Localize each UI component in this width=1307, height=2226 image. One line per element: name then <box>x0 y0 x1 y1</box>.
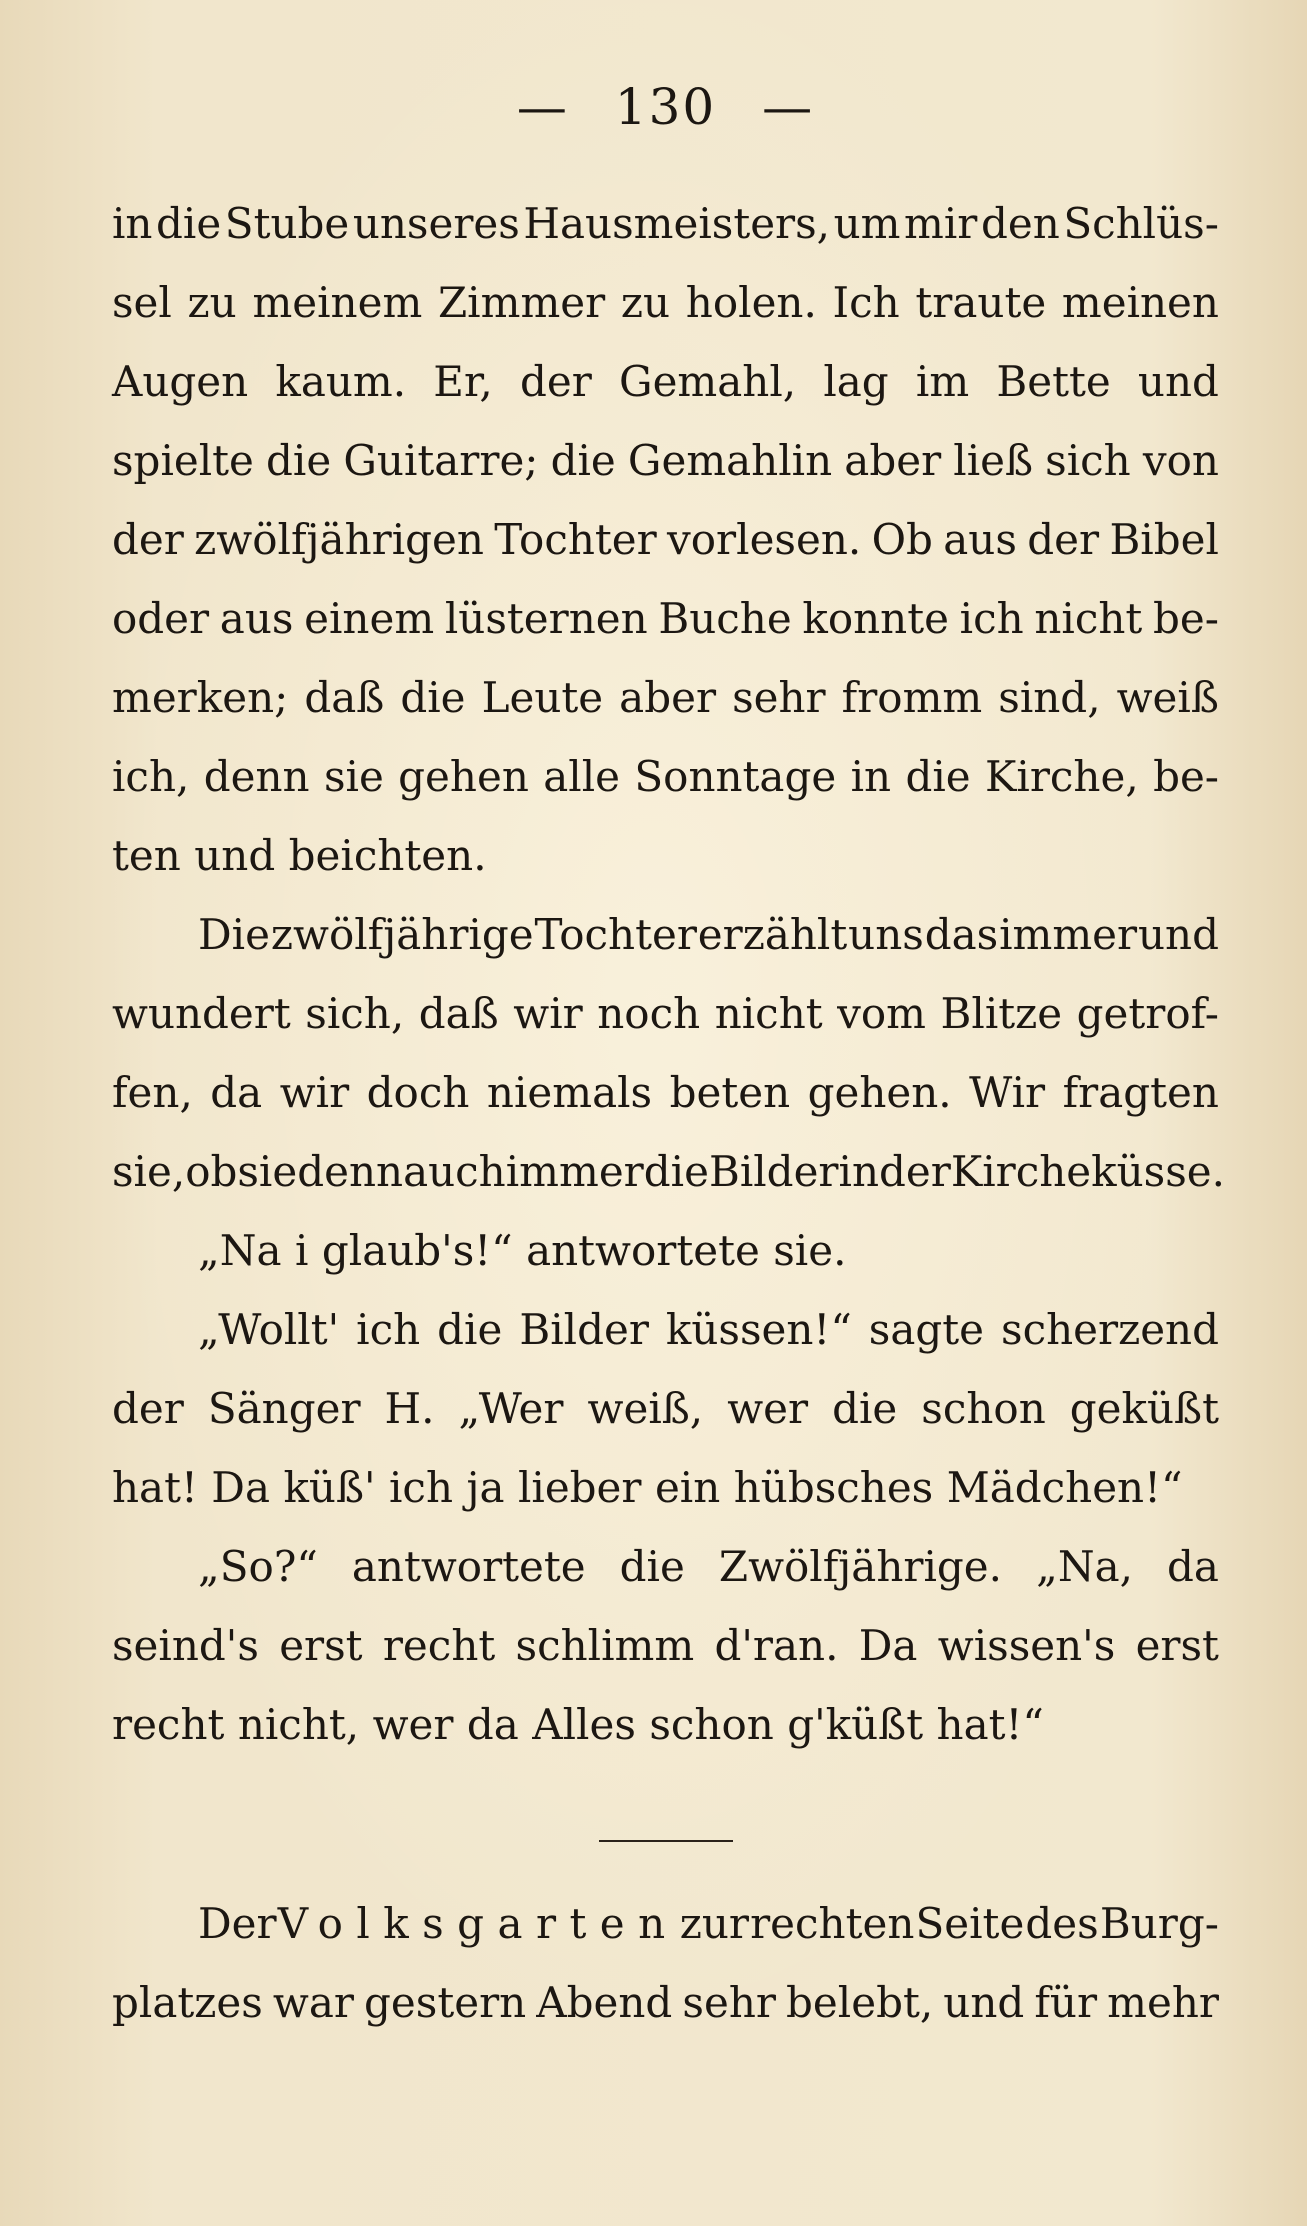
word: Blitze <box>940 989 1063 1038</box>
word: war <box>272 1978 354 2027</box>
word: ließ <box>953 436 1034 485</box>
divider-rule <box>599 1840 733 1842</box>
word: gestern <box>364 1978 527 2027</box>
word: hat! <box>112 1463 198 1512</box>
word: nicht, <box>237 1700 360 1749</box>
word: Bilder <box>708 1147 839 1196</box>
word: doch <box>366 1068 470 1117</box>
text-line <box>112 737 1219 816</box>
word: Guitarre; <box>343 436 539 485</box>
word: Da <box>858 1621 918 1670</box>
word: aber <box>619 673 717 722</box>
word: im <box>915 357 970 406</box>
word: ich <box>959 594 1024 643</box>
word: recht <box>112 1700 225 1749</box>
header-dash-right: — <box>762 78 815 136</box>
word: spielte <box>112 436 254 485</box>
word: Da <box>211 1463 271 1512</box>
word: Schlüs- <box>1063 199 1219 248</box>
word: schon <box>921 1384 1046 1433</box>
word: antwortete <box>351 1542 586 1591</box>
word: „Wer <box>458 1384 564 1433</box>
word: Die <box>198 910 270 959</box>
word: H. <box>384 1384 435 1433</box>
word: meinen <box>1061 278 1219 327</box>
word: glaub's!“ <box>321 1226 513 1275</box>
word: immer <box>505 1147 644 1196</box>
word: Der <box>198 1899 277 1948</box>
word: und <box>1137 357 1219 406</box>
word: mehr <box>1107 1978 1219 2027</box>
word: i <box>295 1226 309 1275</box>
word: aus <box>219 594 294 643</box>
word: sie <box>237 1147 298 1196</box>
text-line <box>112 1053 1219 1132</box>
word: Zwölfjährige. <box>718 1542 1003 1591</box>
word: sich <box>1045 436 1131 485</box>
word: unseres <box>352 199 520 248</box>
word: und <box>194 831 276 880</box>
word: in <box>112 199 153 248</box>
word: Wir <box>969 1068 1046 1117</box>
word: die <box>400 673 466 722</box>
text-line <box>112 1211 1219 1290</box>
word: Zimmer <box>438 278 606 327</box>
word: Ich <box>832 278 900 327</box>
word: für <box>1034 1978 1098 2027</box>
word: und <box>943 1978 1025 2027</box>
word: mir <box>904 199 978 248</box>
word: ich, <box>112 752 190 801</box>
word: sie, <box>112 1147 186 1196</box>
word: die <box>619 1542 685 1591</box>
word: Gemahlin <box>627 436 833 485</box>
word: sie <box>323 752 384 801</box>
word: traute <box>915 278 1047 327</box>
text-line <box>112 974 1219 1053</box>
word: küssen!“ <box>665 1305 852 1354</box>
word: und <box>1137 910 1219 959</box>
word: von <box>1142 436 1219 485</box>
word: sehr <box>732 673 826 722</box>
word: merken; <box>112 673 289 722</box>
word: fen, <box>112 1068 193 1117</box>
word: aber <box>844 436 942 485</box>
word: die <box>266 436 332 485</box>
page-number: 130 <box>614 78 717 136</box>
word: der <box>112 515 184 564</box>
word: die <box>905 752 971 801</box>
word: wer <box>372 1700 454 1749</box>
word: sie. <box>773 1226 847 1275</box>
word: zu <box>620 278 671 327</box>
word: antwortete <box>526 1226 760 1275</box>
word: Mädchen!“ <box>946 1463 1183 1512</box>
word: nicht <box>714 989 823 1038</box>
text-line <box>112 1527 1219 1606</box>
word: aus <box>943 515 1017 564</box>
word: weiß, <box>587 1384 704 1433</box>
word: belebt, <box>786 1978 934 2027</box>
word: platzes <box>112 1978 263 2027</box>
word: denn <box>297 1147 404 1196</box>
word: Seite <box>915 1899 1025 1948</box>
text-line <box>112 1963 1219 2042</box>
word: Buche <box>658 594 792 643</box>
word: der <box>519 357 592 406</box>
word: Kirche, <box>985 752 1139 801</box>
word: Burg- <box>1099 1899 1219 1948</box>
word: ten <box>112 831 181 880</box>
word: beichten. <box>288 831 487 880</box>
word: sind, <box>998 673 1101 722</box>
word: meinem <box>252 278 423 327</box>
word: Volksgarten <box>277 1899 679 1948</box>
word: auch <box>403 1147 506 1196</box>
word: nicht <box>1034 594 1143 643</box>
word: Bilder <box>519 1305 649 1354</box>
word: daß <box>418 989 499 1038</box>
text-line <box>112 184 1219 263</box>
word: zu <box>187 278 237 327</box>
word: „Na, <box>1036 1542 1133 1591</box>
word: die <box>832 1384 898 1433</box>
word: fragten <box>1062 1068 1219 1117</box>
word: weiß <box>1116 673 1219 722</box>
word: geküßt <box>1069 1384 1219 1433</box>
word: d'ran. <box>714 1621 839 1670</box>
word: da <box>466 1700 519 1749</box>
word: immer <box>999 910 1138 959</box>
word: „Wollt' <box>198 1305 340 1354</box>
word: hat!“ <box>936 1700 1044 1749</box>
text-line <box>112 1884 1219 1963</box>
word: lüsternen <box>444 594 648 643</box>
text-line <box>112 895 1219 974</box>
word: Er, <box>433 357 493 406</box>
word: vom <box>837 989 927 1038</box>
word: sel <box>112 278 172 327</box>
word: die <box>550 436 616 485</box>
word: hübsches <box>733 1463 934 1512</box>
text-line <box>112 342 1219 421</box>
word: getrof- <box>1076 989 1219 1038</box>
text-line <box>112 1369 1219 1448</box>
word: „Na <box>198 1226 282 1275</box>
word: in <box>838 1147 879 1196</box>
word: Tochter <box>534 910 697 959</box>
word: g'küßt <box>787 1700 924 1749</box>
word: Stube <box>224 199 350 248</box>
text-line <box>112 500 1219 579</box>
text-line <box>112 421 1219 500</box>
word: Bette <box>996 357 1111 406</box>
word: Abend <box>536 1978 673 2027</box>
word: sich, <box>305 989 405 1038</box>
word: scherzend <box>1001 1305 1219 1354</box>
word: da <box>210 1068 263 1117</box>
word: niemals <box>486 1068 653 1117</box>
word: erzählt <box>697 910 848 959</box>
text-line <box>112 816 1219 895</box>
word: des <box>1025 1899 1099 1948</box>
word: da <box>1167 1542 1219 1591</box>
text-line <box>112 263 1219 342</box>
word: sagte <box>868 1305 985 1354</box>
word: Gemahl, <box>619 357 797 406</box>
word: Leute <box>481 673 604 722</box>
word: be- <box>1153 752 1219 801</box>
word: wir <box>279 1068 350 1117</box>
word: wir <box>513 989 583 1038</box>
word: schon <box>649 1700 774 1749</box>
word: der <box>1027 515 1100 564</box>
word: in <box>850 752 892 801</box>
word: be- <box>1152 594 1219 643</box>
word: oder <box>112 594 210 643</box>
word: Augen <box>112 357 249 406</box>
word: lag <box>823 357 889 406</box>
word: ja <box>466 1463 505 1512</box>
word: ich <box>389 1463 454 1512</box>
text-line <box>112 1685 1219 1764</box>
word: zur <box>679 1899 749 1948</box>
word: konnte <box>802 594 949 643</box>
text-line <box>112 1606 1219 1685</box>
word: zwölfjährige <box>270 910 534 959</box>
word: Sonntage <box>634 752 837 801</box>
word: seind's <box>112 1621 259 1670</box>
word: fromm <box>841 673 983 722</box>
word: daß <box>304 673 385 722</box>
word: recht <box>382 1621 496 1670</box>
word: Alles <box>532 1700 636 1749</box>
word: das <box>924 910 999 959</box>
word: ich <box>356 1305 421 1354</box>
word: sehr <box>682 1978 776 2027</box>
word: uns <box>848 910 924 959</box>
word: küsse. <box>1091 1147 1225 1196</box>
page-header <box>112 0 1219 148</box>
word: zwölfjährigen <box>194 515 484 564</box>
word: kaum. <box>275 357 407 406</box>
text-line <box>112 579 1219 658</box>
word: „So?“ <box>198 1542 318 1591</box>
text-line <box>112 1290 1219 1369</box>
word: Bibel <box>1109 515 1219 564</box>
word: alle <box>543 752 621 801</box>
word: Ob <box>871 515 933 564</box>
word: erst <box>1135 1621 1219 1670</box>
word: Hausmeisters, <box>523 199 831 248</box>
section-divider <box>112 1764 1219 1884</box>
word: holen. <box>685 278 817 327</box>
word: der <box>879 1147 951 1196</box>
word: Tochter <box>494 515 657 564</box>
word: den <box>980 199 1060 248</box>
word: Sänger <box>207 1384 361 1433</box>
word: wundert <box>112 989 291 1038</box>
word: die <box>156 199 222 248</box>
word: schlimm <box>515 1621 695 1670</box>
word: gehen <box>398 752 529 801</box>
word: einem <box>304 594 435 643</box>
word: um <box>833 199 901 248</box>
header-dash-left: — <box>516 78 569 136</box>
word: noch <box>597 989 701 1038</box>
text-line <box>112 1448 1219 1527</box>
word: gehen. <box>807 1068 952 1117</box>
word: rechten <box>750 1899 915 1948</box>
word: erst <box>279 1621 363 1670</box>
word: die <box>643 1147 709 1196</box>
word: Kirche <box>950 1147 1092 1196</box>
word: der <box>112 1384 184 1433</box>
word: denn <box>203 752 310 801</box>
text-line <box>112 1132 1225 1211</box>
text-line <box>112 658 1219 737</box>
word: wissen's <box>937 1621 1116 1670</box>
word: vorlesen. <box>667 515 862 564</box>
body-text <box>112 184 1225 2042</box>
word: lieber <box>517 1463 642 1512</box>
word: beten <box>669 1068 791 1117</box>
word: die <box>437 1305 503 1354</box>
word: ein <box>654 1463 721 1512</box>
word: ob <box>185 1147 238 1196</box>
word: küß' <box>283 1463 376 1512</box>
word: wer <box>727 1384 809 1433</box>
